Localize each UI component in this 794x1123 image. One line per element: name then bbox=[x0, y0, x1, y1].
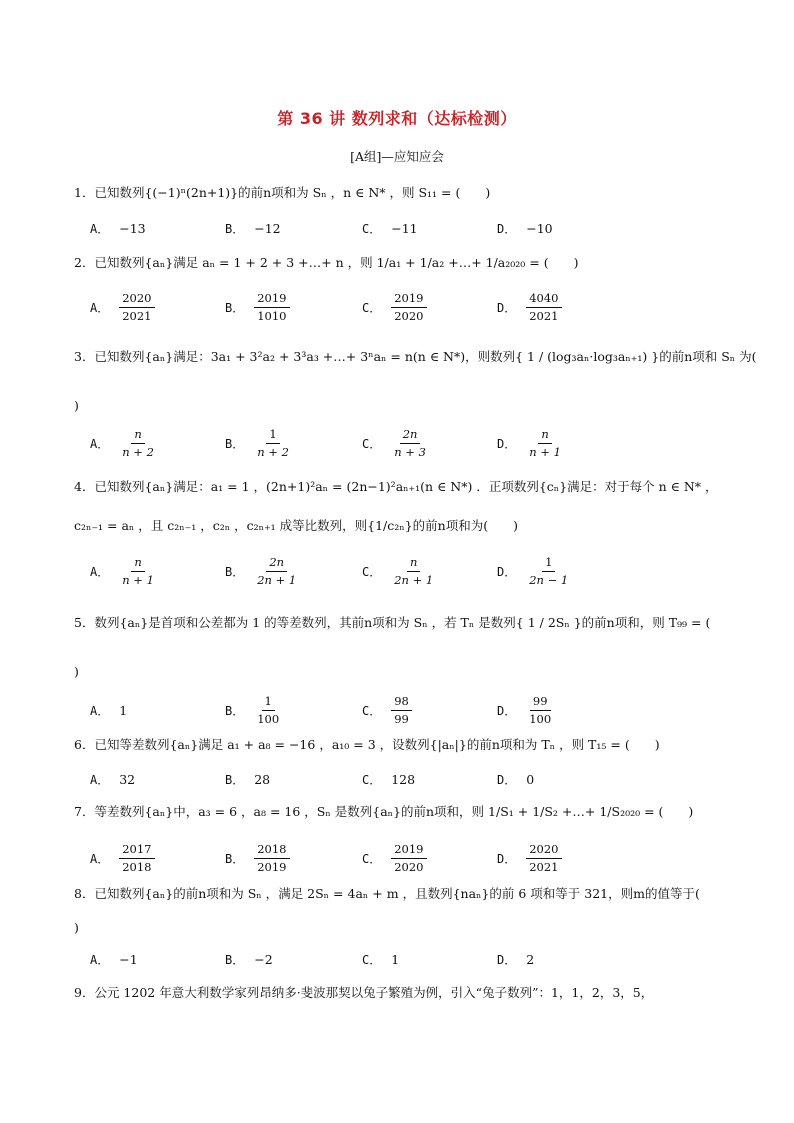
option-b: B． $\frac{2n}{2n + 1}$ bbox=[225, 553, 299, 589]
option-a: A． 1 bbox=[90, 702, 128, 718]
fraction: $\frac{2019}{2020}$ bbox=[391, 842, 426, 874]
question-2-stem: 2．已知数列{aₙ}满足 aₙ = 1 + 2 + 3 +…+ n ，则 1/a₁ + 1/a₂ +…+ 1/a₂₀₂₀ = ( ) bbox=[74, 255, 579, 270]
option-d: D． −10 bbox=[497, 220, 553, 236]
fraction: $\frac{99}{100}$ bbox=[529, 694, 552, 726]
question-2-options bbox=[90, 289, 670, 325]
option-a: A． $\frac{n}{n + 2}$ bbox=[90, 425, 157, 461]
fraction: $\frac{2020}{2021}$ bbox=[526, 842, 561, 874]
question-4-options bbox=[90, 553, 670, 589]
question-3-stem: 3．已知数列{aₙ}满足：3a₁ + 3²a₂ + 3³a₃ +…+ 3ⁿaₙ = n(n ∈ N*)，则数列{ 1 / (log₃aₙ·log₃aₙ₊₁) }的前n项和 Sₙ 为( bbox=[74, 349, 757, 364]
option-b: B． 28 bbox=[225, 771, 271, 787]
fraction: $\frac{2019}{1010}$ bbox=[254, 291, 289, 323]
question-5-options bbox=[90, 692, 670, 728]
fraction: $\frac{2020}{2021}$ bbox=[119, 291, 154, 323]
fraction: $\frac{2018}{2019}$ bbox=[254, 842, 289, 874]
option-b: B． $\frac{1}{100}$ bbox=[225, 692, 282, 728]
question-1-stem: 1．已知数列{(−1)ⁿ(2n+1)}的前n项和为 Sₙ ，n ∈ N* ，则 S₁₁ = ( ) bbox=[74, 185, 491, 200]
option-a: A． −1 bbox=[90, 951, 138, 967]
question-4-line2: c₂ₙ₋₁ = aₙ ，且 c₂ₙ₋₁ ，c₂ₙ ，c₂ₙ₊₁ 成等比数列，则{1/c₂ₙ}的前n项和为( ) bbox=[74, 518, 518, 533]
fraction: $\frac{1}{2n - 1}$ bbox=[529, 555, 569, 587]
question-6-stem: 6．已知等差数列{aₙ}满足 a₁ + a₈ = −16 ，a₁₀ = 3 ，设数列{|aₙ|}的前n项和为 Tₙ ，则 T₁₅ = ( ) bbox=[74, 737, 660, 752]
fraction: $\frac{1}{100}$ bbox=[257, 694, 280, 726]
option-a: A． $\frac{n}{n + 1}$ bbox=[90, 553, 157, 589]
option-d: D． $\frac{n}{n + 1}$ bbox=[497, 425, 564, 461]
question-7-options bbox=[90, 840, 670, 876]
option-b: B． $\frac{2018}{2019}$ bbox=[225, 840, 290, 876]
option-c: C． $\frac{n}{2n + 1}$ bbox=[362, 553, 436, 589]
sequence-expression: { 1 / 2Sₙ } bbox=[515, 615, 582, 630]
option-c: C． $\frac{2019}{2020}$ bbox=[362, 289, 427, 325]
option-b: B． $\frac{1}{n + 2}$ bbox=[225, 425, 292, 461]
option-d: D． $\frac{99}{100}$ bbox=[497, 692, 554, 728]
fraction: $\frac{n}{n + 2}$ bbox=[122, 427, 154, 459]
option-a: A． $\frac{2017}{2018}$ bbox=[90, 840, 155, 876]
sum-expression: 1/a₁ + 1/a₂ +…+ 1/a₂₀₂₀ = ( ) bbox=[376, 255, 579, 270]
option-d: D． 2 bbox=[497, 951, 535, 967]
fraction: $\frac{n}{n + 1}$ bbox=[122, 555, 154, 587]
option-d: D． 0 bbox=[497, 771, 535, 787]
option-d: D． $\frac{4040}{2021}$ bbox=[497, 289, 562, 325]
option-c: C． $\frac{98}{99}$ bbox=[362, 692, 412, 728]
fraction: $\frac{n}{2n + 1}$ bbox=[394, 555, 434, 587]
question-4-stem: 4．已知数列{aₙ}满足：a₁ = 1 ，(2n+1)²aₙ = (2n−1)²aₙ₊₁(n ∈ N*) ．正项数列{cₙ}满足：对于每个 n ∈ N* ， bbox=[74, 479, 718, 494]
question-8-continuation: ) bbox=[74, 920, 79, 935]
fraction: $\frac{98}{99}$ bbox=[391, 694, 412, 726]
question-5-stem: 5．数列{aₙ}是首项和公差都为 1 的等差数列，其前n项和为 Sₙ ，若 Tₙ 是数列{ 1 / 2Sₙ }的前n项和，则 T₉₉ = ( bbox=[74, 615, 711, 630]
option-a: A． 32 bbox=[90, 771, 136, 787]
fraction: $\frac{n}{n + 1}$ bbox=[529, 427, 561, 459]
fraction: $\frac{2019}{2020}$ bbox=[391, 291, 426, 323]
option-b: B． $\frac{2019}{1010}$ bbox=[225, 289, 290, 325]
option-c: C． −11 bbox=[362, 220, 418, 236]
sequence-expression: { 1 / (log₃aₙ·log₃aₙ₊₁) } bbox=[515, 349, 660, 364]
question-8-options bbox=[90, 941, 670, 977]
option-d: D． $\frac{1}{2n - 1}$ bbox=[497, 553, 571, 589]
sum-expression: 1/S₁ + 1/S₂ +…+ 1/S₂₀₂₀ = ( ) bbox=[488, 804, 694, 819]
fraction: $\frac{2017}{2018}$ bbox=[119, 842, 154, 874]
question-5-continuation: ) bbox=[74, 664, 79, 679]
option-b: B． −2 bbox=[225, 951, 273, 967]
fraction: $\frac{2n}{n + 3}$ bbox=[394, 427, 426, 459]
fraction: $\frac{4040}{2021}$ bbox=[526, 291, 561, 323]
fraction: $\frac{2n}{2n + 1}$ bbox=[257, 555, 297, 587]
option-a: A． $\frac{2020}{2021}$ bbox=[90, 289, 155, 325]
option-b: B． −12 bbox=[225, 220, 281, 236]
option-a: A． −13 bbox=[90, 220, 146, 236]
option-d: D． $\frac{2020}{2021}$ bbox=[497, 840, 562, 876]
question-8-stem: 8．已知数列{aₙ}的前n项和为 Sₙ ，满足 2Sₙ = 4aₙ + m ，且数列{naₙ}的前 6 项和等于 321，则m的值等于( bbox=[74, 886, 700, 901]
section-subtitle: [A组]—应知应会 bbox=[350, 149, 444, 164]
option-c: C． $\frac{2019}{2020}$ bbox=[362, 840, 427, 876]
question-9-stem: 9．公元 1202 年意大利数学家列昂纳多·斐波那契以兔子繁殖为例，引入“兔子数列”：1，1，2，3，5， bbox=[74, 985, 654, 1000]
option-c: C． 1 bbox=[362, 951, 400, 967]
fraction: $\frac{1}{n + 2}$ bbox=[257, 427, 289, 459]
question-1-options bbox=[90, 210, 670, 246]
page-title: 第 36 讲 数列求和（达标检测） bbox=[277, 109, 517, 128]
question-3-continuation: ) bbox=[74, 398, 79, 413]
question-7-stem: 7．等差数列{aₙ}中，a₃ = 6 ，a₈ = 16 ，Sₙ 是数列{aₙ}的前n项和，则 1/S₁ + 1/S₂ +…+ 1/S₂₀₂₀ = ( ) bbox=[74, 804, 694, 819]
question-6-options bbox=[90, 761, 670, 797]
question-3-options bbox=[90, 425, 670, 461]
option-c: C． 128 bbox=[362, 771, 416, 787]
option-c: C． $\frac{2n}{n + 3}$ bbox=[362, 425, 429, 461]
